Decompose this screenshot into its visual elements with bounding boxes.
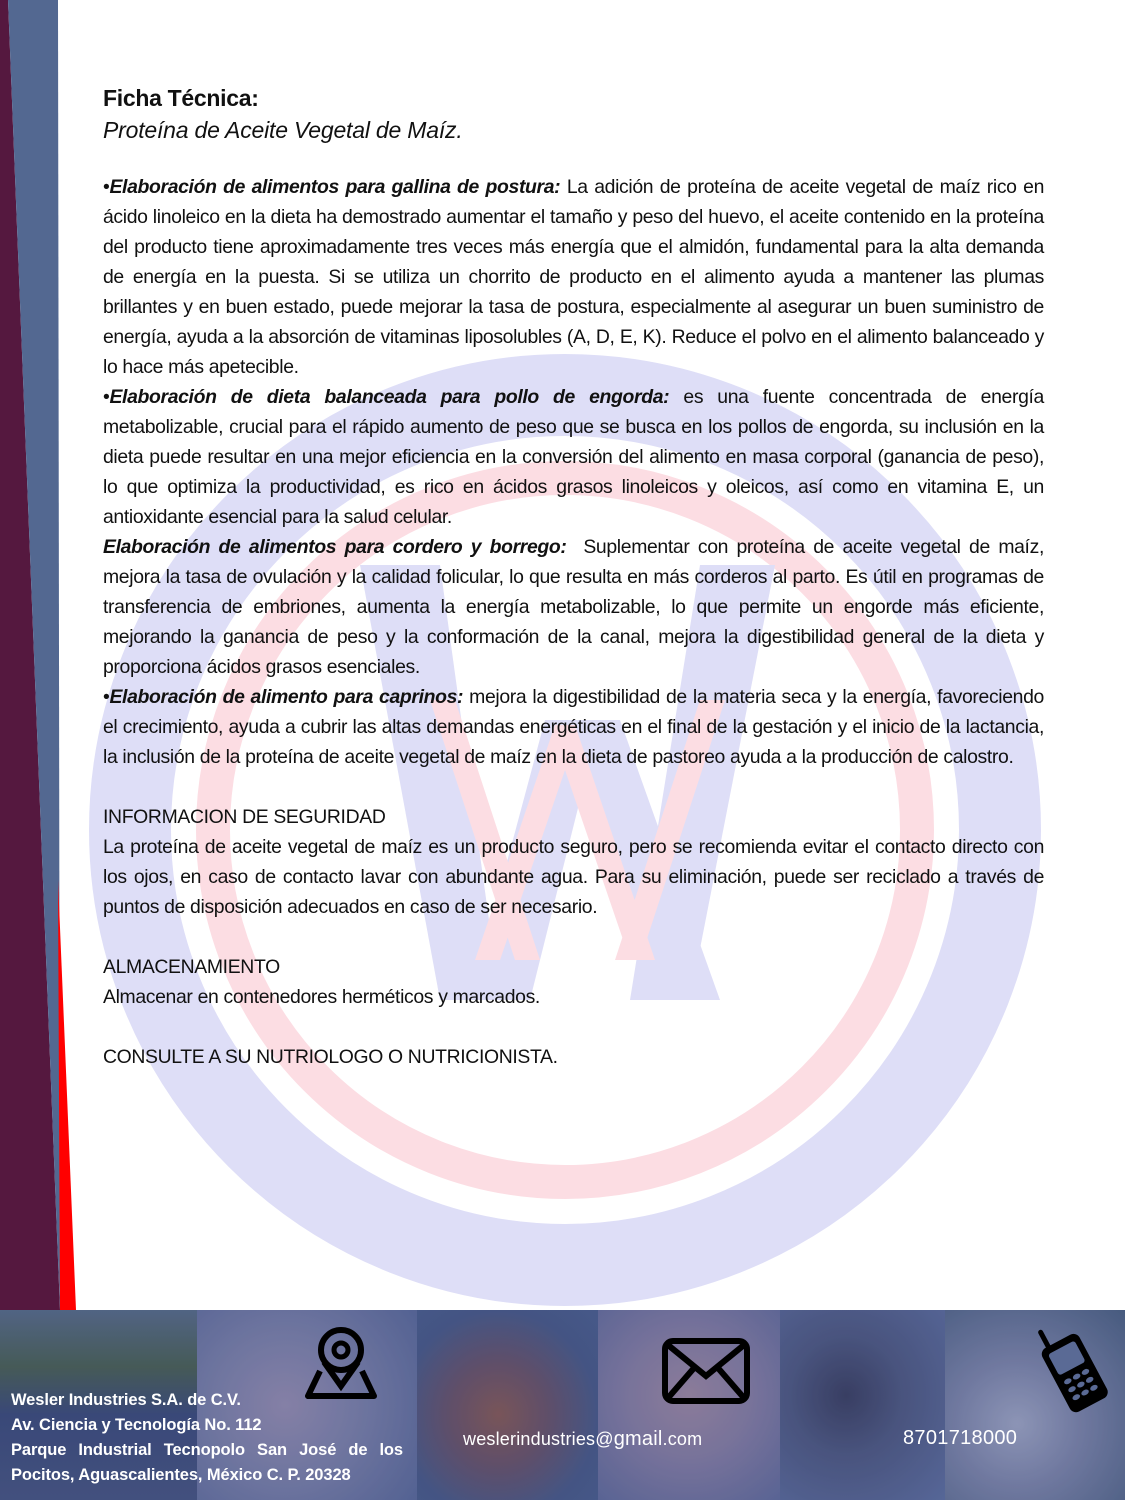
email-user: weslerindustries@ — [463, 1429, 614, 1449]
bullet: • — [103, 686, 110, 708]
address-line: Wesler Industries S.A. de C.V. — [11, 1391, 241, 1409]
address-line: Av. Ciencia y Tecnología No. 112 — [11, 1416, 262, 1434]
product-name: Proteína de Aceite Vegetal de Maíz. — [103, 117, 463, 143]
bullet: • — [103, 386, 110, 408]
address-line: Pocitos, Aguascalientes, México C. P. 20328 — [11, 1466, 351, 1484]
envelope-icon — [662, 1338, 750, 1404]
closing-note: CONSULTE A SU NUTRIOLOGO O NUTRICIONISTA. — [103, 1046, 558, 1068]
storage-body: Almacenar en contenedores herméticos y marcados. — [103, 986, 540, 1008]
red-wedge — [58, 880, 76, 1310]
safety-body: La proteína de aceite vegetal de maíz es un producto seguro, pero se recomienda evitar el contacto directo con los ojos, en caso de contacto lavar con abundante agua. Para su eliminación, puede ser reciclado a través de puntos de disposición adecuados en caso de ser necesario. — [103, 836, 1044, 918]
document-content — [103, 82, 1050, 1072]
section-lambs — [103, 532, 1050, 682]
section-heading: Elaboración de alimentos para cordero y borrego: — [103, 536, 567, 558]
section-body: es una fuente concentrada de energía metabolizable, crucial para el rápido aumento de peso que se busca en los pollos de engorda, su inclusión en la dieta puede resultar en una mejor eficiencia en la conversión del alimento en masa corporal (ganancia de peso), lo que optimiza la productividad, es rico en ácidos grasos linoleicos y oleicos, así como en vitamina E, un antioxidante esencial para la salud celular. — [103, 386, 1044, 528]
section-body: mejora la digestibilidad de la materia seca y la energía, favoreciendo el crecimiento, ayuda a cubrir las altas demandas energéticas en el final de la gestación y el inicio de la lactancia, la inclusión de la proteína de aceite vegetal de maíz en la dieta de pastoreo ayuda a la producción de calostro. — [103, 686, 1044, 768]
email-tld: .com — [662, 1429, 703, 1449]
contact-email[interactable] — [463, 1428, 702, 1451]
address-line: Parque Industrial Tecnopolo San José de los — [11, 1441, 403, 1459]
section-broilers — [103, 382, 1044, 532]
company-address — [11, 1388, 403, 1488]
contact-phone[interactable]: 8701718000 — [903, 1427, 1018, 1449]
contact-footer — [0, 1310, 1125, 1500]
section-heading: Elaboración de alimento para caprinos: — [109, 686, 464, 708]
section-body: Suplementar con proteína de aceite vegetal de maíz, mejora la tasa de ovulación y la calidad folicular, lo que resulta en más corderos al parto. Es útil en programas de transferencia de embriones, aumenta la energía metabolizable, lo que permite un engorde más eficiente, mejorando la ganancia de peso y la conformación de la canal, mejora la digestibilidad general de la dieta y proporciona ácidos grasos esenciales. — [103, 536, 1050, 678]
section-heading: Elaboración de dieta balanceada para pollo de engorda: — [109, 386, 670, 408]
section-laying-hens — [103, 172, 1044, 382]
page-title: Ficha Técnica: — [103, 85, 259, 111]
left-decorative-band — [0, 0, 80, 1310]
email-domain: gmail — [613, 1428, 663, 1450]
section-heading: Elaboración de alimentos para gallina de postura: — [109, 176, 561, 198]
safety-heading: INFORMACION DE SEGURIDAD — [103, 806, 386, 828]
section-goats — [103, 682, 1044, 772]
bullet: • — [103, 176, 110, 198]
mobile-phone-icon — [1034, 1318, 1110, 1414]
section-body: La adición de proteína de aceite vegetal de maíz rico en ácido linoleico en la dieta ha demostrado aumentar el tamaño y peso del huevo, el aceite contenido en la proteína del producto tiene aproximadamente tres veces más energía que el almidón, fundamental para la alta demanda de energía en la puesta. Si se utiliza un chorrito de producto en el alimento ayuda a mantener las plumas brillantes y en buen estado, puede mejorar la tasa de postura, especialmente al asegurar un buen suministro de energía, ayuda a la absorción de vitaminas liposolubles (A, D, E, K). Reduce el polvo en el alimento balanceado y lo hace más apetecible. — [103, 176, 1045, 378]
storage-heading: ALMACENAMIENTO — [103, 956, 280, 978]
